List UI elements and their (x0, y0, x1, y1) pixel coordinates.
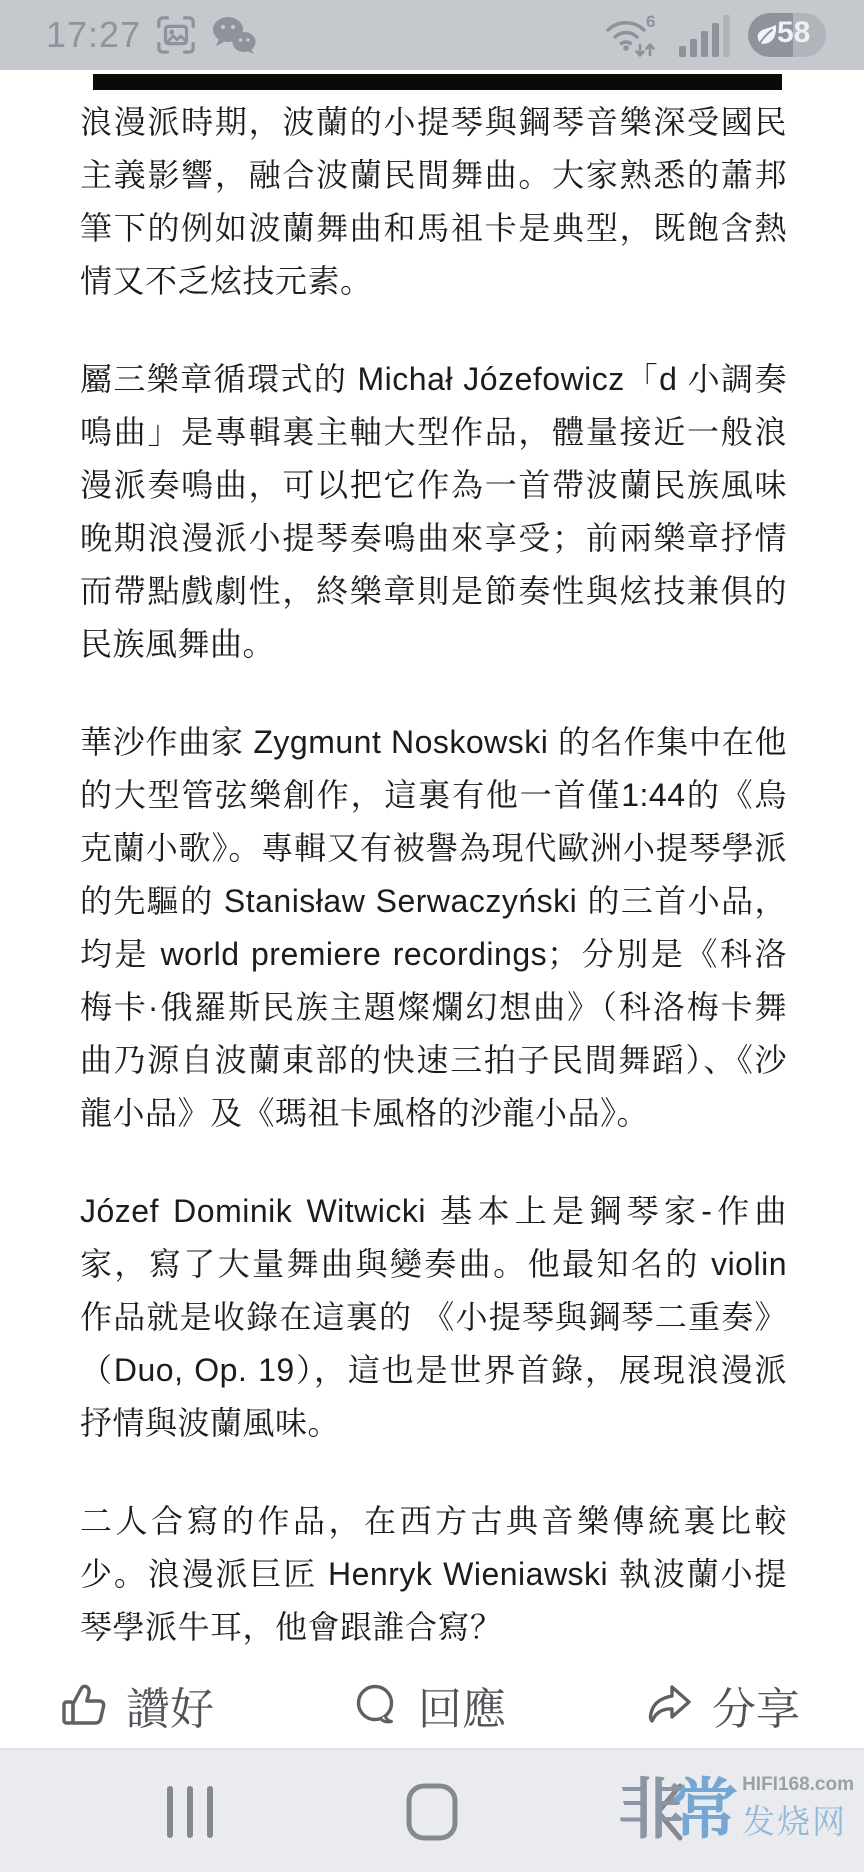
watermark-sitename: 发烧网 (742, 1803, 848, 1840)
power-saving-leaf-icon (755, 22, 779, 48)
watermark-logo-char: 非 (618, 1771, 685, 1846)
battery-percent: 58 (777, 16, 811, 49)
article-paragraph: 華沙作曲家 Zygmunt Noskowski 的名作集中在他的大型管弦樂創作，這裏有他一首僅1:44的《烏克蘭小歌》。專輯又有被譽為現代歐洲小提琴學派的先驅的 Stanisław Serwaczyński 的三首小品，均是 world premiere recordings；分別是《科洛梅卡·俄羅斯民族主題燦爛幻想曲》（科洛梅卡舞曲乃源自波蘭東部的快速三拍子民間舞蹈）、《沙龍小品》及《瑪祖卡風格的沙龍小品》。 (80, 724, 787, 1131)
battery-indicator (748, 13, 826, 57)
watermark-logo-char: 常 (672, 1771, 739, 1846)
recents-button[interactable] (167, 1786, 213, 1838)
comment-bubble-icon (352, 1681, 400, 1729)
status-bar (0, 0, 864, 70)
cropped-image-bottom-strip (93, 74, 782, 90)
recents-bar-icon (187, 1786, 193, 1838)
reply-button[interactable] (352, 1673, 506, 1737)
home-button[interactable] (406, 1783, 458, 1841)
status-bar-left (46, 14, 257, 56)
share-button[interactable] (644, 1673, 800, 1737)
share-arrow-icon (644, 1681, 694, 1729)
watermark-logo (618, 1771, 739, 1846)
share-label: 分享 (712, 1685, 800, 1734)
thumbs-up-icon (60, 1681, 108, 1729)
article-body (80, 96, 787, 1699)
svg-text:6: 6 (646, 12, 656, 31)
reply-label: 回應 (418, 1685, 506, 1734)
like-button[interactable] (60, 1673, 214, 1737)
wechat-icon (211, 15, 257, 55)
like-label: 讚好 (126, 1685, 214, 1734)
article-paragraph: 浪漫派時期，波蘭的小提琴與鋼琴音樂深受國民主義影響，融合波蘭民間舞曲。大家熟悉的蕭邦筆下的例如波蘭舞曲和馬祖卡是典型，既飽含熱情又不乏炫技元素。 (80, 104, 787, 299)
android-nav-bar (0, 1748, 864, 1872)
clock: 17:27 (46, 14, 142, 55)
article-paragraph: 屬三樂章循環式的 Michał Józefowicz「d 小調奏鳴曲」是專輯裏主軸大型作品，體量接近一般浪漫派奏鳴曲，可以把它作為一首帶波蘭民族風味晚期浪漫派小提琴奏鳴曲來享受；前兩樂章抒情而帶點戲劇性，終樂章則是節奏性與炫技兼俱的民族風舞曲。 (80, 361, 787, 662)
recents-bar-icon (167, 1786, 173, 1838)
watermark-text (742, 1774, 860, 1843)
post-action-bar (0, 1662, 864, 1748)
wifi6-icon (602, 11, 664, 59)
recents-bar-icon (207, 1786, 213, 1838)
site-watermark (618, 1771, 860, 1846)
status-bar-right (602, 11, 826, 59)
watermark-domain: HIFI168.com (742, 1774, 854, 1795)
signal-strength-icon (678, 12, 734, 58)
screenshot-icon (155, 14, 197, 56)
article-paragraph: Józef Dominik Witwicki 基本上是鋼琴家-作曲家，寫了大量舞曲與變奏曲。他最知名的 violin 作品就是收錄在這裏的 《小提琴與鋼琴二重奏》（Duo, Op. 19），這也是世界首錄，展現浪漫派抒情與波蘭風味。 (80, 1193, 787, 1441)
article-paragraph: 二人合寫的作品，在西方古典音樂傳統裏比較少。浪漫派巨匠 Henryk Wieniawski 執波蘭小提琴學派牛耳，他會跟誰合寫？ (80, 1503, 787, 1645)
